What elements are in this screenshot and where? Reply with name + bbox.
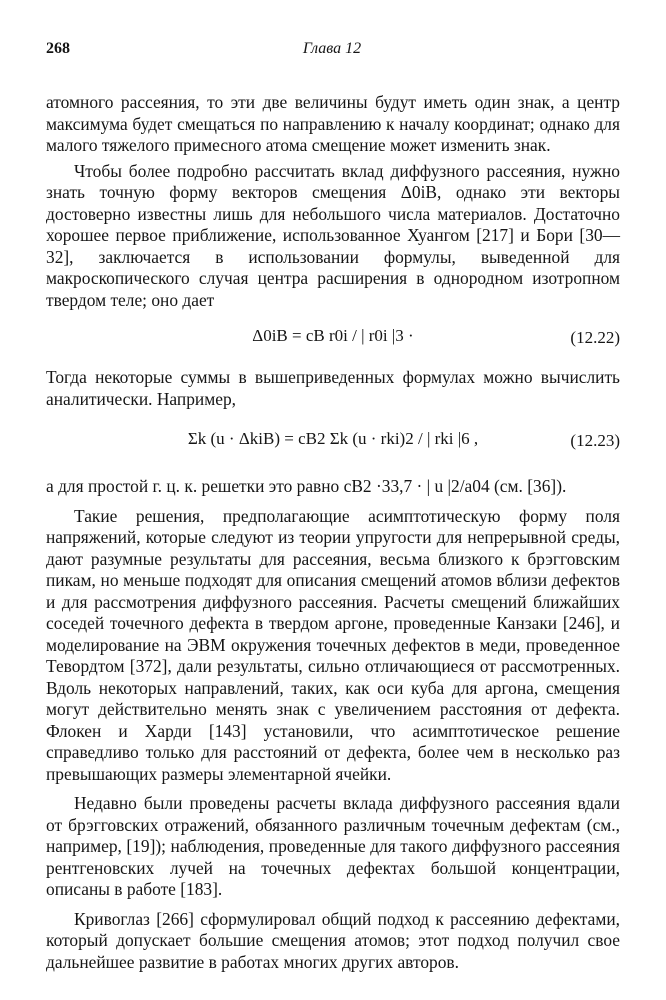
equation-12-22-number: (12.22)	[570, 328, 620, 347]
chapter-title: Глава 12	[302, 40, 362, 57]
paragraph-4: а для простой г. ц. к. решетки это равно cB2 ·33,7 · | u |2/a04 (см. [36]).	[46, 476, 567, 496]
equation-12-23-formula: Σk (u · ΔkiB) = cB2 Σk (u · rki)2 / | rki |6 ,	[187, 429, 479, 448]
paragraph-1: атомного рассеяния, то эти две величины будут иметь один знак, а центр максимума будет смещаться по направлению к началу координат; однако для малого тяжелого примесного атома смещение может изменить знак.	[46, 92, 620, 155]
page-header	[46, 40, 618, 64]
paragraph-6: Недавно были проведены расчеты вклада диффузного рассеяния вдали от брэгговских отражений, обязанного различным точечным дефектам (см., например, [19]); наблюдения, проведенные для такого диффузного рассеяния рентгеновских лучей на точечных дефектах большой концентрации, описаны в работе [183].	[46, 793, 620, 899]
main-text	[46, 92, 620, 973]
equation-12-23	[46, 410, 620, 476]
equation-12-23-number: (12.23)	[570, 431, 620, 450]
page-number: 268	[46, 40, 70, 57]
equation-12-22	[46, 311, 620, 367]
paragraph-7: Кривоглаз [266] сформулировал общий подход к рассеянию дефектами, который допускает большие смещения атомов; этот подход получил свое дальнейшее развитие в работах многих других авторов.	[46, 908, 620, 972]
equation-12-22-formula: Δ0iB = cB r0i / | r0i |3 ·	[252, 326, 414, 345]
paragraph-2: Чтобы более подробно рассчитать вклад диффузного рассеяния, нужно знать точную форму векторов смещения Δ0iB, однако эти векторы достоверно известны лишь для небольшого числа материалов. Достаточно хорошее первое приближение, использованное Хуангом [217] и Бори [30—32], заключается в использовании формулы, выведенной для макроскопического случая центра расширения в однородном изотропном твердом теле; оно дает	[46, 160, 620, 310]
paragraph-5: Такие решения, предполагающие асимптотическую форму поля напряжений, которые следуют из теории упругости для непрерывной среды, дают разумные результаты для рассеяния, весьма близкого к брэгговским пикам, но меньше подходят для описания смещений атомов вблизи дефектов и для рассмотрения диффузного рассеяния. Расчеты смещений ближайших соседей точечного дефекта в твердом аргоне, проведенные Канзаки [246], и моделирование на ЭВМ окружения точечных дефектов в меди, проведенное Тевордтом [372], дали результаты, сильно отличающиеся от рассмотренных. Вдоль некоторых направлений, таких, как оси куба для аргона, смещения могут действительно менять знак с увеличением расстояния от дефекта. Флокен и Харди [143] установили, что асимптотическое решение справедливо только для расстояний от дефекта, более чем в несколько раз превышающих размеры элементарной ячейки.	[46, 505, 620, 784]
paragraph-3: Тогда некоторые суммы в вышеприведенных формулах можно вычислить аналитически. Например,	[46, 367, 620, 409]
